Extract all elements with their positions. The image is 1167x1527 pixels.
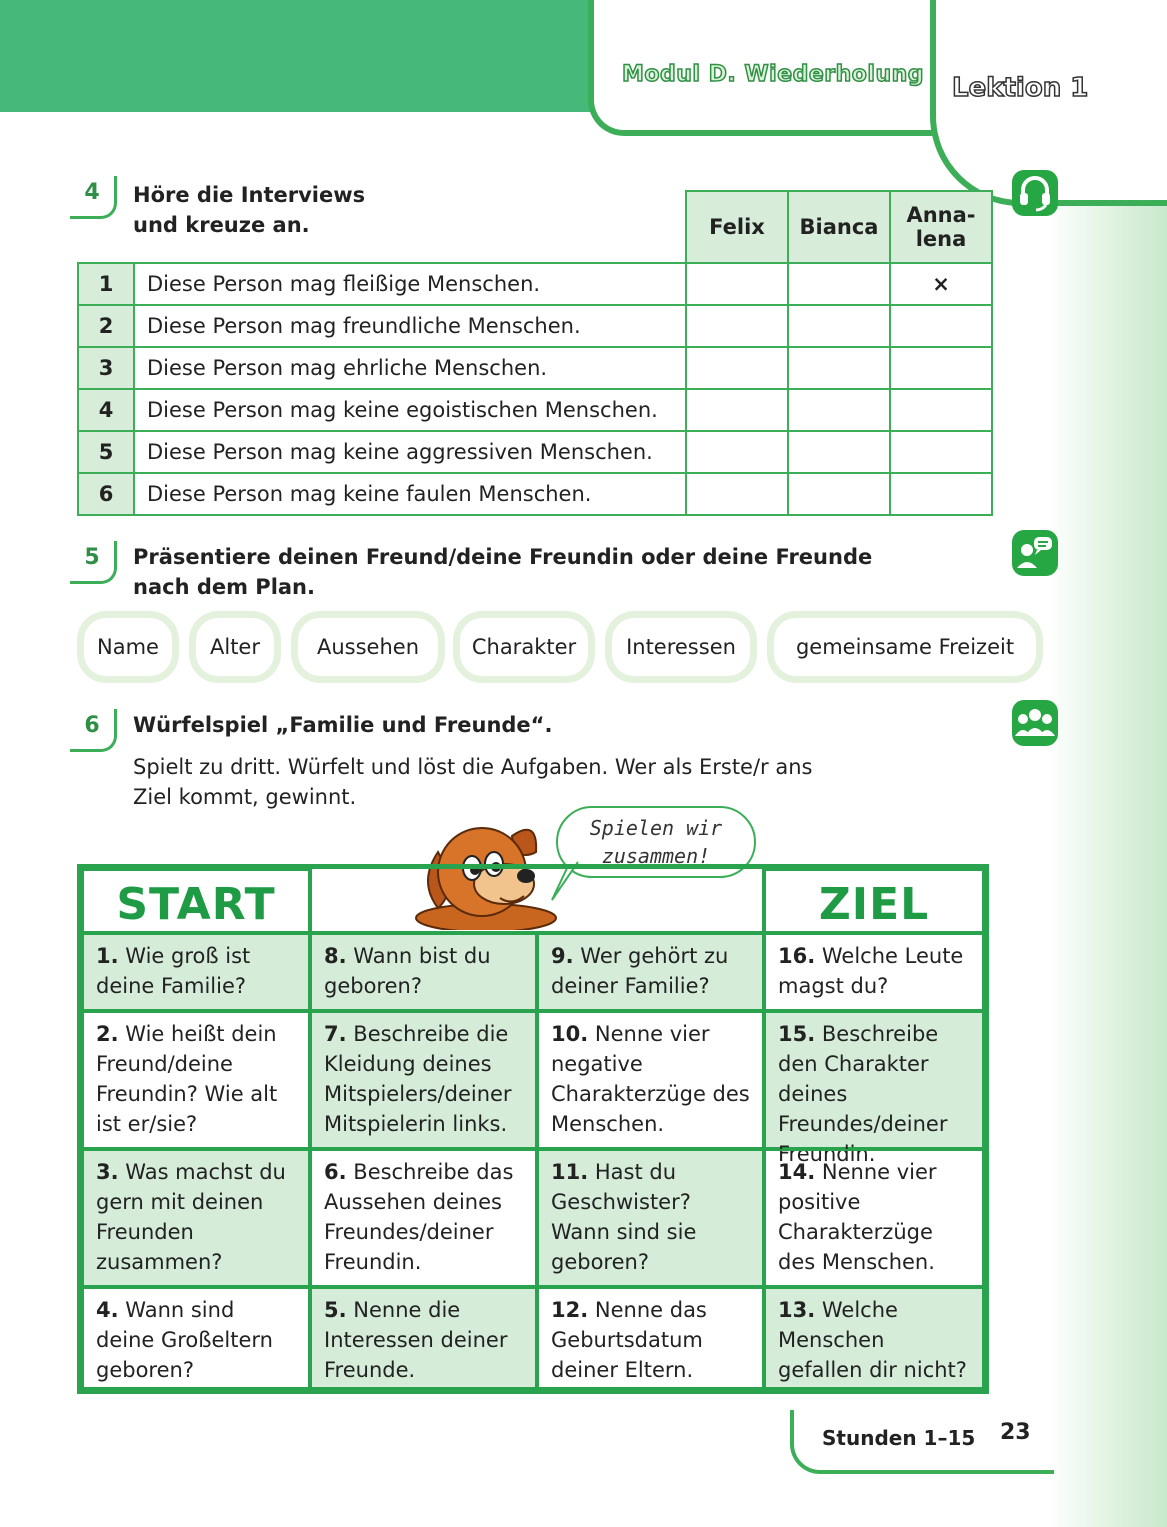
ziel-cell: ZIEL	[764, 869, 984, 933]
cell-number: 2.	[96, 1022, 119, 1046]
row-text: Diese Person mag freundliche Menschen.	[134, 305, 686, 347]
check-felix[interactable]	[686, 263, 788, 305]
row-number: 6	[78, 473, 134, 515]
board-cell-5	[310, 1287, 537, 1389]
row-number: 1	[78, 263, 134, 305]
cell-text: Welche Menschen gefallen dir nicht?	[778, 1298, 967, 1382]
table-row	[78, 389, 992, 431]
cell-number: 8.	[324, 944, 347, 968]
check-bianca[interactable]	[788, 431, 890, 473]
check-felix[interactable]	[686, 347, 788, 389]
speech-bubble-line2: zusammen!	[601, 844, 711, 868]
plan-item-aussehen: Aussehen	[298, 618, 438, 676]
plan-item-charakter: Charakter	[460, 618, 588, 676]
col-bianca: Bianca	[788, 191, 890, 263]
check-annalena[interactable]	[890, 389, 992, 431]
check-felix[interactable]	[686, 431, 788, 473]
row-text: Diese Person mag keine egoistischen Menschen.	[134, 389, 686, 431]
table-row	[78, 263, 992, 305]
exercise-4-title-line2: und kreuze an.	[133, 213, 310, 237]
table-row	[78, 305, 992, 347]
cell-number: 16.	[778, 944, 816, 968]
exercise-number-6: 6	[70, 709, 117, 752]
check-bianca[interactable]	[788, 473, 890, 515]
row-text: Diese Person mag fleißige Menschen.	[134, 263, 686, 305]
cell-text: Beschreibe den Charakter deines Freundes/deiner Freundin.	[778, 1022, 948, 1166]
cell-text: Nenne vier positive Charakterzüge des Menschen.	[778, 1160, 937, 1274]
board-cell-15	[764, 1011, 984, 1166]
cell-text: Nenne die Interessen deiner Freunde.	[324, 1298, 508, 1382]
group-icon	[1012, 700, 1058, 746]
exercise-4-title-line1: Höre die Interviews	[133, 183, 366, 207]
board-top-gap	[310, 869, 764, 933]
cell-text: Nenne das Geburtsdatum deiner Eltern.	[551, 1298, 707, 1382]
table-header-row	[78, 191, 992, 263]
exercise-6-title: Würfelspiel „Familie und Freunde“.	[133, 713, 553, 737]
cell-number: 10.	[551, 1022, 589, 1046]
check-annalena[interactable]	[890, 431, 992, 473]
side-gradient	[1047, 130, 1167, 1527]
speech-person-icon	[1012, 530, 1058, 576]
board-cell-7	[310, 1011, 537, 1149]
board-cell-13	[764, 1287, 984, 1389]
board-cell-1	[82, 933, 310, 1011]
check-bianca[interactable]	[788, 389, 890, 431]
cell-text: Wie groß ist deine Familie?	[96, 944, 251, 998]
plan-item-freizeit: gemeinsame Freizeit	[774, 618, 1036, 676]
board-cell-9	[537, 933, 764, 1011]
board-cell-8	[310, 933, 537, 1011]
cell-text: Welche Leute magst du?	[778, 944, 964, 998]
row-number: 2	[78, 305, 134, 347]
exercise-6-line1: Spielt zu dritt. Würfelt und löst die Aufgaben. Wer als Erste/r ans	[133, 755, 813, 779]
cell-number: 15.	[778, 1022, 816, 1046]
row-text: Diese Person mag keine faulen Menschen.	[134, 473, 686, 515]
cell-text: Nenne vier negative Charakterzüge des Menschen.	[551, 1022, 750, 1136]
cell-text: Was machst du gern mit deinen Freunden zusammen?	[96, 1160, 286, 1274]
modul-title: Modul D. Wiederholung	[622, 62, 925, 87]
check-felix[interactable]	[686, 305, 788, 347]
check-annalena[interactable]	[890, 305, 992, 347]
check-annalena[interactable]	[890, 473, 992, 515]
row-number: 3	[78, 347, 134, 389]
game-board	[77, 864, 989, 1394]
headphones-icon	[1012, 170, 1058, 216]
cell-number: 11.	[551, 1160, 589, 1184]
cell-text: Wer gehört zu deiner Familie?	[551, 944, 729, 998]
check-bianca[interactable]	[788, 347, 890, 389]
cell-number: 3.	[96, 1160, 119, 1184]
check-felix[interactable]	[686, 389, 788, 431]
exercise-number-4: 4	[70, 176, 117, 219]
exercise-5-title-line2: nach dem Plan.	[133, 575, 315, 599]
col-annalena-line2: lena	[915, 227, 967, 251]
cell-number: 12.	[551, 1298, 589, 1322]
lektion-title: Lektion 1	[952, 73, 1089, 103]
board-cell-12	[537, 1287, 764, 1389]
exercise-5-title-line1: Präsentiere deinen Freund/deine Freundin oder deine Freunde	[133, 545, 873, 569]
board-cell-11	[537, 1149, 764, 1287]
cell-text: Wann sind deine Großeltern geboren?	[96, 1298, 273, 1382]
board-cell-10	[537, 1011, 764, 1149]
row-text: Diese Person mag keine aggressiven Menschen.	[134, 431, 686, 473]
plan-item-interessen: Interessen	[612, 618, 750, 676]
cell-number: 7.	[324, 1022, 347, 1046]
cell-text: Wie heißt dein Freund/deine Freundin? Wie alt ist er/sie?	[96, 1022, 278, 1136]
speech-bubble-line1: Spielen wir	[589, 816, 723, 840]
row-number: 5	[78, 431, 134, 473]
exercise-number-5: 5	[70, 541, 117, 584]
cell-number: 5.	[324, 1298, 347, 1322]
check-annalena[interactable]: ×	[890, 263, 992, 305]
cell-number: 1.	[96, 944, 119, 968]
check-bianca[interactable]	[788, 305, 890, 347]
board-cell-4	[82, 1287, 310, 1389]
exercise-6-instructions	[133, 752, 812, 812]
col-felix: Felix	[686, 191, 788, 263]
row-text: Diese Person mag ehrliche Menschen.	[134, 347, 686, 389]
table-row	[78, 473, 992, 515]
check-annalena[interactable]	[890, 347, 992, 389]
cell-text: Wann bist du geboren?	[324, 944, 491, 998]
check-felix[interactable]	[686, 473, 788, 515]
cell-number: 14.	[778, 1160, 816, 1184]
board-cell-14	[764, 1149, 984, 1287]
cell-number: 6.	[324, 1160, 347, 1184]
cell-text: Beschreibe das Aussehen deines Freundes/deiner Freundin.	[324, 1160, 514, 1274]
cell-number: 13.	[778, 1298, 816, 1322]
plan-item-name: Name	[84, 618, 172, 676]
start-cell: START	[82, 869, 310, 933]
plan-item-alter: Alter	[196, 618, 274, 676]
cell-text: Hast du Geschwister? Wann sind sie geboren?	[551, 1160, 697, 1274]
board-cell-3	[82, 1149, 310, 1287]
col-annalena-line1: Anna-	[906, 203, 976, 227]
exercise-5-title	[133, 542, 872, 602]
table-row	[78, 431, 992, 473]
cell-text: Beschreibe die Kleidung deines Mitspielers/deiner Mitspielerin links.	[324, 1022, 512, 1136]
cell-number: 9.	[551, 944, 574, 968]
board-cell-16	[764, 933, 984, 1011]
board-cell-6	[310, 1149, 537, 1287]
col-annalena	[890, 191, 992, 263]
header-band	[0, 0, 600, 112]
exercise-6-line2: Ziel kommt, gewinnt.	[133, 785, 357, 809]
row-number: 4	[78, 389, 134, 431]
board-cell-2	[82, 1011, 310, 1149]
footer-stunden: Stunden 1–15	[822, 1426, 976, 1450]
answer-table	[77, 190, 993, 516]
page-number: 23	[1000, 1420, 1031, 1445]
check-bianca[interactable]	[788, 263, 890, 305]
cell-number: 4.	[96, 1298, 119, 1322]
table-row	[78, 347, 992, 389]
